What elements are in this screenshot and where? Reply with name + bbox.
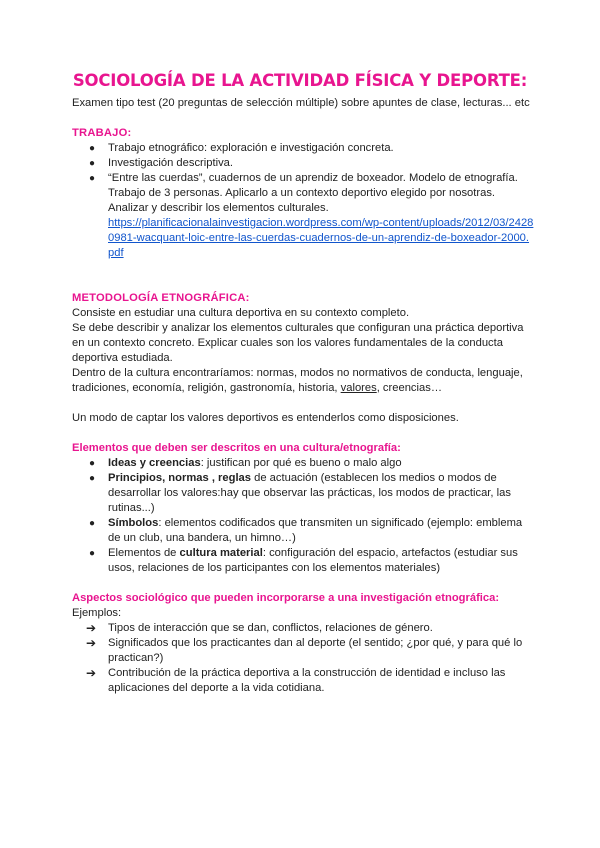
list-item: ● “Entre las cuerdas”, cuadernos de un aprendiz de boxeador. Modelo de etnografía. Trabajo de 3 personas. Aplicarlo a un contexto deportivo elegido por nosotras. Analizar y describir los elementos culturales. https://planificacionalainvestigacion.wordpress.com/wp-content/uploads/2012/03/24280981-wacquant-loic-entre-las-cuerdas-cuadernos-de-un-aprendiz-de-boxeador-2000.pdf <box>89 172 534 259</box>
document-title: SOCIOLOGÍA DE LA ACTIVIDAD FÍSICA Y DEPORTE: <box>72 71 528 90</box>
disc-bullet-icon: ● <box>89 548 96 559</box>
trabajo-list <box>72 141 534 261</box>
trabajo-heading: TRABAJO: <box>72 127 132 139</box>
wacquant-pdf-link[interactable]: https://planificacionalainvestigacion.wordpress.com/wp-content/uploads/2012/03/24280981-wacquant-loic-entre-las-cuerdas-cuadernos-de-un-aprendiz-de-boxeador-2000.pdf <box>108 217 534 259</box>
disc-bullet-icon: ● <box>89 518 96 529</box>
list-item: ● Principios, normas , reglas de actuación (establecen los medios o modos de desarrollar los valores:hay que observar las prácticas, los modos de practicar, las rutinas...) <box>89 472 511 514</box>
ejemplos-label: Ejemplos: <box>72 607 122 619</box>
disc-bullet-icon: ● <box>89 458 96 469</box>
document-page <box>72 70 534 696</box>
right-arrow-icon: ➔ <box>86 636 97 650</box>
list-item: ➔ Tipos de interacción que se dan, conflictos, relaciones de género. <box>86 621 433 635</box>
aspectos-list <box>72 621 534 696</box>
elementos-list <box>72 456 534 576</box>
metodologia-paragraph-3: Dentro de la cultura encontraríamos: normas, modos no normativos de conducta, lenguaje, tradiciones, economía, religión, gastronomía, historia, valores, creencias… <box>72 367 523 394</box>
list-item: ➔ Significados que los practicantes dan al deporte (el sentido; ¿por qué, y para qué lo practican?) <box>86 636 523 664</box>
list-item: ● Símbolos: elementos codificados que transmiten un significado (ejemplo: emblema de un club, una bandera, un himno…) <box>89 517 523 544</box>
metodologia-heading: METODOLOGÍA ETNOGRÁFICA: <box>72 292 250 304</box>
list-item: ● Trabajo etnográfico: exploración e investigación concreta. <box>89 142 394 154</box>
list-item: ➔ Contribución de la práctica deportiva a la construcción de identidad e incluso las aplicaciones del deporte a la vida cotidiana. <box>86 666 506 694</box>
valores-underlined: valores <box>340 382 377 394</box>
right-arrow-icon: ➔ <box>86 621 97 635</box>
right-arrow-icon: ➔ <box>86 666 97 680</box>
disc-bullet-icon: ● <box>89 473 96 484</box>
metodologia-paragraph-4: Un modo de captar los valores deportivos es entenderlos como disposiciones. <box>72 412 459 424</box>
list-item: ● Investigación descriptiva. <box>89 157 233 169</box>
disc-bullet-icon: ● <box>89 143 96 154</box>
list-item: ● Ideas y creencias: justifican por qué es bueno o malo algo <box>89 457 402 469</box>
metodologia-paragraph-2: Se debe describir y analizar los elementos culturales que configuran una práctica deportiva en un contexto concreto. Explicar cuales son los valores fundamentales de la conducta deportiva estudiada. <box>72 322 524 364</box>
disc-bullet-icon: ● <box>89 173 96 184</box>
intro-text: Examen tipo test (20 preguntas de selección múltiple) sobre apuntes de clase, lecturas... etc <box>72 97 530 109</box>
elementos-heading: Elementos que deben ser descritos en una cultura/etnografía: <box>72 442 401 454</box>
metodologia-paragraph-1: Consiste en estudiar una cultura deportiva en su contexto completo. <box>72 307 410 319</box>
list-item: ● Elementos de cultura material: configuración del espacio, artefactos (estudiar sus usos, relaciones de los participantes con los elementos materiales) <box>89 547 518 574</box>
disc-bullet-icon: ● <box>89 158 96 169</box>
aspectos-heading: Aspectos sociológico que pueden incorporarse a una investigación etnográfica: <box>72 592 500 604</box>
